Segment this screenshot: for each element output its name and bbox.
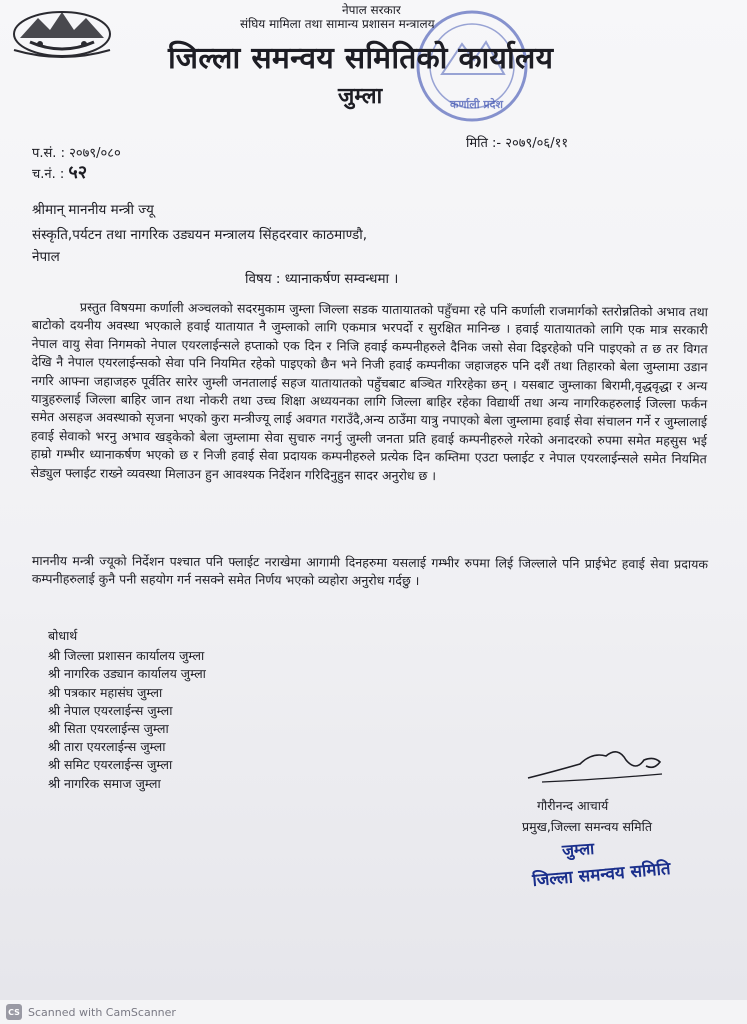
signatory-role: प्रमुख,जिल्ला समन्वय समिति [522, 819, 652, 834]
cc-item: श्री तारा एयरलाईन्स जुम्ला [48, 739, 166, 755]
cc-item: श्री पत्रकार महासंघ जुम्ला [48, 684, 163, 700]
cc-item: श्री नागरिक समाज जुम्ला [48, 775, 161, 791]
dispatch-number [32, 160, 87, 184]
cc-item: श्री नेपाल एयरलाईन्स जुम्ला [48, 702, 173, 718]
signature-block [522, 742, 742, 892]
addressee-line-2: संस्कृति,पर्यटन तथा नागरिक उड्ययन मन्त्रालय सिंहदरवार काठमाण्डौ, [32, 227, 368, 243]
camscanner-icon: CS [6, 1004, 22, 1020]
stamp-text: कर्णाली प्रदेश [450, 98, 503, 111]
cc-item: श्री सिता एयरलाईन्स जुम्ला [48, 721, 169, 737]
letter-date: मिति :- २०७९/०६/११ [466, 136, 569, 151]
scanner-watermark-bar [0, 1000, 747, 1024]
body-paragraph-2: माननीय मन्त्री ज्यूको निर्देशन पश्चात पनि फ्लाईट नराखेमा आगामी दिनहरुमा यसलाई गम्भीर रुपमा लिई जिल्लाले पनि प्राईभेट हवाई सेवा प्रदायक कम्पनीहरुलाई कुनै पनी सहयोग गर्न नसक्ने समेत निर्णय भएको व्यहोरा अनुरोध गर्दछु । [31, 553, 708, 589]
seal-stamp-line-1: जुम्ला [561, 838, 595, 861]
government-name: नेपाल सरकार [342, 3, 401, 17]
subject-line: विषय : ध्यानाकर्षण सम्वन्धमा । [245, 271, 399, 287]
reference-number: प.सं. : २०७९/०८० [32, 146, 121, 161]
nepal-emblem-logo [10, 4, 114, 60]
addressee-line-3: नेपाल [32, 249, 60, 265]
cc-list [48, 627, 206, 793]
scanner-watermark-text: Scanned with CamScanner [28, 1005, 176, 1019]
dispatch-label: च.नं. : [32, 167, 65, 182]
body-paragraph-1: प्रस्तुत विषयमा कर्णाली अञ्चलको सदरमुकाम जुम्ला जिल्ला सडक यातायातको पहुँचमा रहे पनि कर्णाली राजमार्गको स्तरोन्नतिको अभाव तथा बाटोको दयनीय अवस्था भएकाले हवाई यातायात नै जुम्लाको लागि एकमात्र भरपर्दो र सुरक्षित मानिन्छ । हवाई यातायातको लागि एक मात्र सरकारी नेपाल वायु सेवा निगमको नेपाल एयरलाईन्सले हप्ताको एक दिन र निजि हवाई कम्पनीहरुले दैनिक जसो सेवा दिइरहेको पनि पाइएको त छ तर विगत देखि नै नेपाल एयरलाईन्सको सेवा पनि नियमित रहेको पाइएको छैन भने निजी हवाई कम्पनीका जहाजहरु पनि दशैं तथा तिहारको बेला जुम्लामा उडान नगरि आफ्ना जहाजहरु पूर्वतिर सारेर जुम्ली जनतालाई सहज यातायातको पहुँचबाट बञ्चित गरिरहेका छन् । यसबाट जुम्लाका बिरामी,वृद्धवृद्धा र अन्य यात्रुहरुलाई जिल्ला बाहिर जान तथा नोकरी तथा उच्च शिक्षा अध्ययनका लागि जिल्ला बाहिर रहेका विद्यार्थी तथा अन्य नागरिकहरुलाई जिल्ला फर्कन समेत असहज अवस्थाको सृजना भएको कुरा मन्त्रीज्यू लाई अवगत गराउँदै,अन्य ठाउँमा यात्रु नपाएको बेला जुम्लामा हवाई सेवा संचालन गर्ने र जुम्लालाई हवाई सेवाको भरनु अभाव खड्केको बेला जुम्लामा सेवा सुचारु नगर्नु जुम्ली जनता प्रति हवाई कम्पनीहरुले गरेको अनादरको रुपमा समेत महसुस भई हाम्रो गम्भीर ध्यानाकर्षण भएको छ र निजी हवाई सेवा प्रदायक कम्पनीहरुले प्रत्येक दिन कम्तिमा एउटा फ्लाईट र नेपाल एयरलाईन्सले समेत नियमित सेड्युल फ्लाईट राख्ने व्यवस्था मिलाउन हुन आवश्यक निर्देशन गरिदिनुहुन सादर अनुरोध छ । [30, 299, 708, 483]
district-name: जुम्ला [338, 84, 383, 109]
ministry-name: संघिय मामिला तथा सामान्य प्रशासन मन्त्रालय [240, 17, 435, 31]
office-title: जिल्ला समन्वय समितिको कार्यालय [168, 41, 554, 76]
cc-item: श्री समिट एयरलाईन्स जुम्ला [48, 757, 173, 773]
signatory-name: गौरीनन्द आचार्य [537, 798, 609, 813]
cc-heading: बोधार्थ [48, 628, 78, 643]
addressee-line-1: श्रीमान् माननीय मन्त्री ज्यू [32, 202, 154, 218]
dispatch-value: ५२ [68, 162, 88, 183]
cc-item: श्री नागरिक उड्यान कार्यालय जुम्ला [48, 666, 206, 682]
cc-item: श्री जिल्ला प्रशासन कार्यालय जुम्ला [48, 648, 205, 664]
handwritten-signature [522, 742, 672, 792]
seal-stamp-line-2: जिल्ला समन्वय समिति [531, 858, 672, 891]
